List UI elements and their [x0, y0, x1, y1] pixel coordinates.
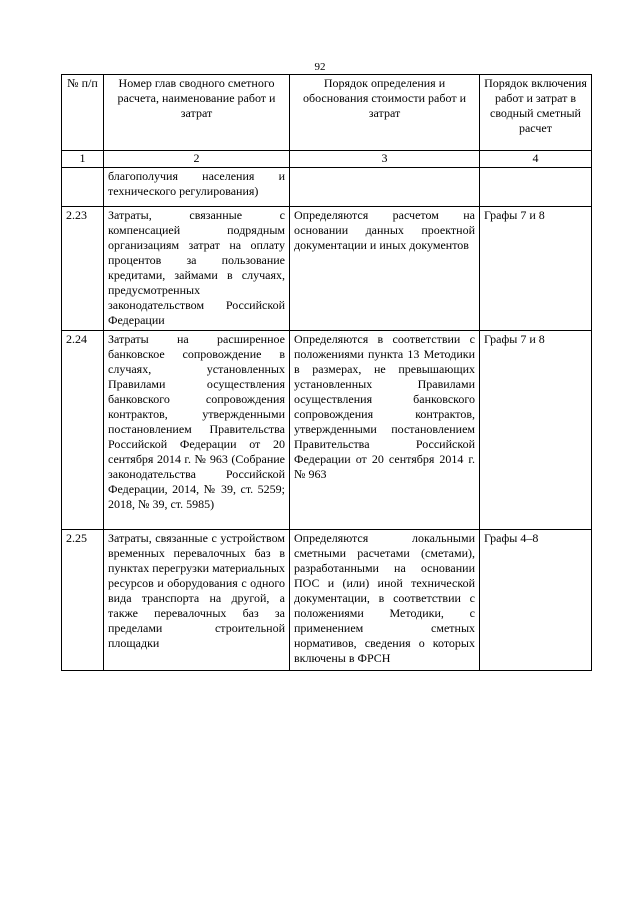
row-number: 2.25	[62, 530, 104, 671]
table-row	[62, 530, 592, 671]
table-row	[62, 207, 592, 331]
column-number: 4	[480, 151, 592, 168]
row-number: 2.24	[62, 331, 104, 530]
header-name: Номер глав сводного сметного расчета, наименование работ и затрат	[104, 75, 290, 151]
row-number	[62, 168, 104, 207]
header-method: Порядок определения и обоснования стоимости работ и затрат	[290, 75, 480, 151]
header-inclusion: Порядок включения работ и затрат в сводный сметный расчет	[480, 75, 592, 151]
row-method: Определяются локальными сметными расчетами (сметами), разработанными на основании ПОС и (или) иной технической документации, в соответствии с положениями Методики, с применением сметных нормативов, сведения о которых включены в ФРСН	[290, 530, 480, 671]
column-number-row	[62, 151, 592, 168]
row-name: благополучия населения и технического регулирования)	[104, 168, 290, 207]
row-inclusion	[480, 168, 592, 207]
row-inclusion: Графы 7 и 8	[480, 207, 592, 331]
column-number: 2	[104, 151, 290, 168]
column-number: 1	[62, 151, 104, 168]
table-row	[62, 331, 592, 530]
row-name: Затраты, связанные с устройством временных перевалочных баз в пунктах перегрузки материальных ресурсов и оборудования с одного вида транспорта на другой, а также перевалочных баз за пределами строительной площадки	[104, 530, 290, 671]
table-header-row	[62, 75, 592, 151]
row-inclusion: Графы 7 и 8	[480, 331, 592, 530]
row-method: Определяются в соответствии с положениями пункта 13 Методики в размерах, не превышающих установленных Правилами осуществления банковского сопровождения контрактов, утвержденными постановлением Правительства Российской Федерации от 20 сентября 2014 г. № 963	[290, 331, 480, 530]
row-method	[290, 168, 480, 207]
estimate-table	[61, 74, 592, 671]
header-number: № п/п	[62, 75, 104, 151]
continuation-row	[62, 168, 592, 207]
row-name: Затраты, связанные с компенсацией подрядным организациям затрат на оплату процентов за пользование кредитами, займами в случаях, предусмотренных законодательством Российской Федерации	[104, 207, 290, 331]
row-number: 2.23	[62, 207, 104, 331]
row-name: Затраты на расширенное банковское сопровождение в случаях, установленных Правилами осуществления банковского сопровождения контрактов, утвержденными постановлением Правительства Российской Федерации от 20 сентября 2014 г. № 963 (Собрание законодательства Российской Федерации, 2014, № 39, ст. 5259; 2018, № 39, ст. 5985)	[104, 331, 290, 530]
row-method: Определяются расчетом на основании данных проектной документации и иных документов	[290, 207, 480, 331]
page-number: 92	[314, 61, 326, 73]
row-inclusion: Графы 4–8	[480, 530, 592, 671]
column-number: 3	[290, 151, 480, 168]
